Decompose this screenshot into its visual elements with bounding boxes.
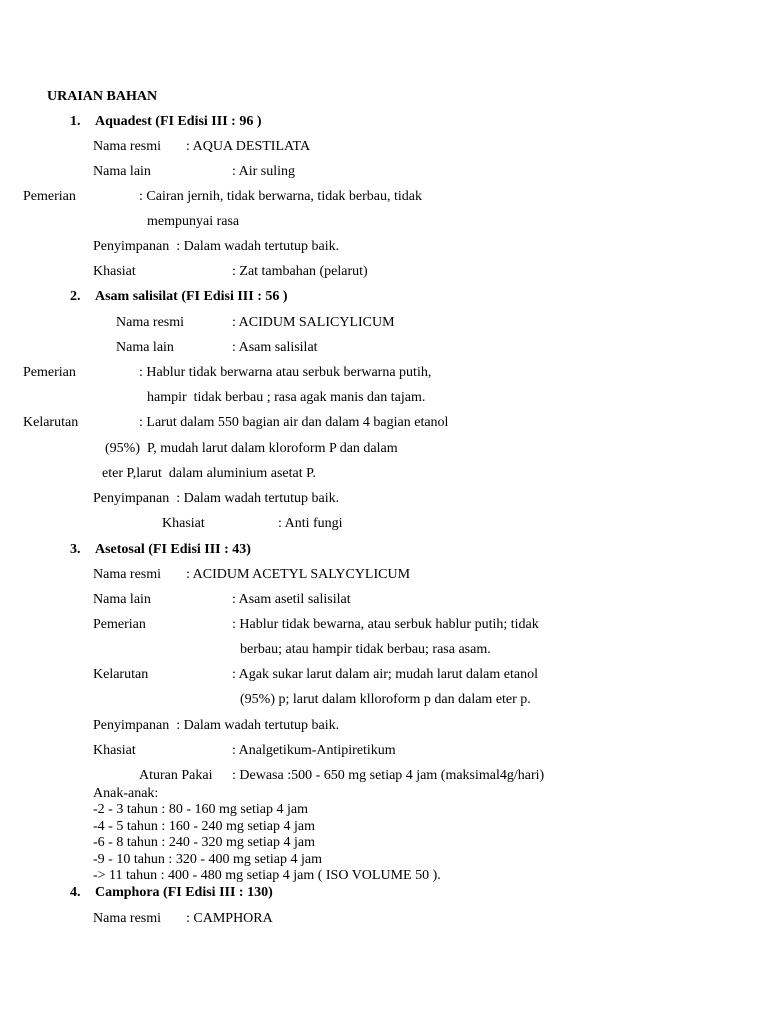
section-4-nama-resmi-label: Nama resmi: [93, 911, 162, 926]
section-3-heading: Asetosal (FI Edisi III : 43): [95, 542, 251, 557]
section-2-pemerian-value-cont: hampir tidak berbau ; rasa agak manis dan tajam.: [147, 390, 426, 405]
section-3-anak-line: -4 - 5 tahun : 160 - 240 mg setiap 4 jam: [93, 819, 316, 834]
section-1-khasiat-label: Khasiat: [93, 264, 136, 279]
section-2-pemerian-value: : Hablur tidak berwarna atau serbuk berwarna putih,: [139, 365, 432, 380]
section-2-penyimpanan: Penyimpanan : Dalam wadah tertutup baik.: [93, 491, 340, 506]
section-4-number: 4.: [70, 885, 81, 900]
section-1-nama-resmi-label: Nama resmi: [93, 139, 162, 154]
section-3-pemerian-value: : Hablur tidak bewarna, atau serbuk hablur putih; tidak: [232, 617, 539, 632]
section-3-aturan-pakai-label: Aturan Pakai: [139, 768, 213, 783]
section-2-kelarutan-value: : Larut dalam 550 bagian air dan dalam 4 bagian etanol: [139, 415, 449, 430]
section-3-aturan-pakai-value: : Dewasa :500 - 650 mg setiap 4 jam (maksimal4g/hari): [232, 768, 545, 783]
section-2-pemerian-label: Pemerian: [23, 365, 76, 380]
section-3-nama-resmi-label: Nama resmi: [93, 567, 162, 582]
section-1-pemerian-label: Pemerian: [23, 189, 76, 204]
section-1-khasiat-value: : Zat tambahan (pelarut): [232, 264, 368, 279]
section-1-nama-lain-value: : Air suling: [232, 164, 296, 179]
section-4-nama-resmi-value: : CAMPHORA: [186, 911, 273, 926]
section-3-kelarutan-value: : Agak sukar larut dalam air; mudah larut dalam etanol: [232, 667, 538, 682]
section-3-khasiat-label: Khasiat: [93, 743, 136, 758]
section-3-pemerian-value-cont: berbau; atau hampir tidak berbau; rasa asam.: [240, 642, 491, 657]
section-2-kelarutan-label: Kelarutan: [23, 415, 79, 430]
section-4-heading: Camphora (FI Edisi III : 130): [95, 885, 273, 900]
section-1-penyimpanan: Penyimpanan : Dalam wadah tertutup baik.: [93, 239, 340, 254]
section-1-pemerian-value: : Cairan jernih, tidak berwarna, tidak berbau, tidak: [139, 189, 423, 204]
section-3-nama-lain-label: Nama lain: [93, 592, 151, 607]
section-3-nama-resmi-value: : ACIDUM ACETYL SALYCYLICUM: [186, 567, 411, 582]
section-3-kelarutan-label: Kelarutan: [93, 667, 149, 682]
section-2-kelarutan-value-cont-1: (95%) P, mudah larut dalam kloroform P dan dalam: [105, 441, 398, 456]
section-1-nama-lain-label: Nama lain: [93, 164, 151, 179]
section-3-anak-line: -> 11 tahun : 400 - 480 mg setiap 4 jam ( ISO VOLUME 50 ).: [93, 868, 441, 883]
section-2-heading: Asam salisilat (FI Edisi III : 56 ): [95, 289, 288, 304]
section-3-kelarutan-value-cont: (95%) p; larut dalam klloroform p dan dalam eter p.: [240, 692, 531, 707]
document-title: URAIAN BAHAN: [47, 89, 158, 104]
section-2-khasiat-value: : Anti fungi: [278, 516, 343, 531]
section-3-pemerian-label: Pemerian: [93, 617, 146, 632]
section-2-nama-resmi-value: : ACIDUM SALICYLICUM: [232, 315, 395, 330]
section-3-number: 3.: [70, 542, 81, 557]
section-2-nama-lain-value: : Asam salisilat: [232, 340, 318, 355]
section-2-nama-lain-label: Nama lain: [116, 340, 174, 355]
section-1-number: 1.: [70, 114, 81, 129]
section-3-anak-line: -6 - 8 tahun : 240 - 320 mg setiap 4 jam: [93, 835, 316, 850]
section-3-anak-line: -2 - 3 tahun : 80 - 160 mg setiap 4 jam: [93, 802, 309, 817]
section-3-anak-heading: Anak-anak:: [93, 786, 159, 801]
section-2-nama-resmi-label: Nama resmi: [116, 315, 185, 330]
section-2-kelarutan-value-cont-2: eter P,larut dalam aluminium asetat P.: [102, 466, 316, 481]
section-1-pemerian-value-cont: mempunyai rasa: [147, 214, 240, 229]
section-3-nama-lain-value: : Asam asetil salisilat: [232, 592, 351, 607]
section-1-nama-resmi-value: : AQUA DESTILATA: [186, 139, 311, 154]
section-3-anak-line: -9 - 10 tahun : 320 - 400 mg setiap 4 jam: [93, 852, 323, 867]
section-1-heading: Aquadest (FI Edisi III : 96 ): [95, 114, 262, 129]
section-2-khasiat-label: Khasiat: [162, 516, 205, 531]
section-3-khasiat-value: : Analgetikum-Antipiretikum: [232, 743, 396, 758]
section-2-number: 2.: [70, 289, 81, 304]
section-3-penyimpanan: Penyimpanan : Dalam wadah tertutup baik.: [93, 718, 340, 733]
